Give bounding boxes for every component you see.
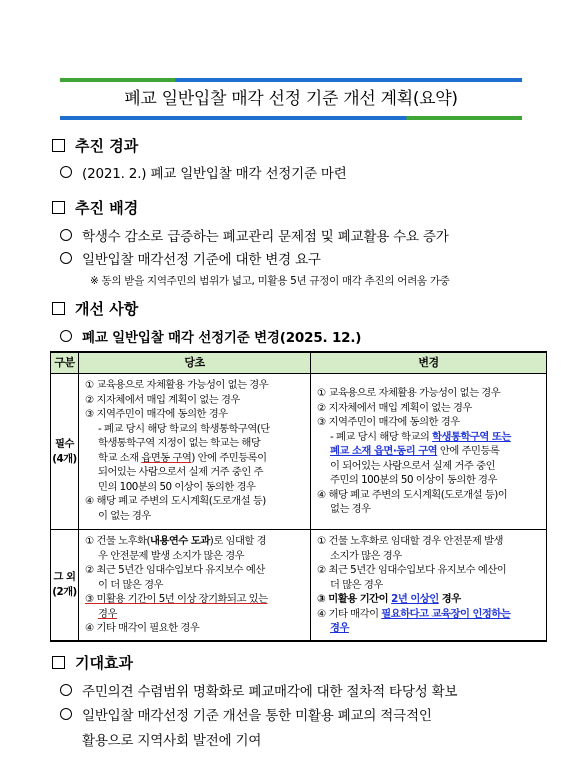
circle-bullet-icon bbox=[60, 166, 72, 178]
progress-item: (2021. 2.) 폐교 일반입찰 매각 선정기준 마련 bbox=[60, 164, 347, 184]
criteria-comparison-table bbox=[50, 351, 547, 642]
section-heading-expected-effects: 기대효과 bbox=[52, 653, 133, 673]
square-bullet-icon bbox=[52, 139, 65, 152]
background-item-1: 학생수 감소로 급증하는 폐교관리 문제점 및 폐교활용 수요 증가 bbox=[60, 227, 449, 247]
effect-item-1: 주민의견 수렴범위 명확화로 폐교매각에 대한 절차적 타당성 확보 bbox=[60, 682, 457, 702]
section-heading-progress: 추진 경과 bbox=[52, 136, 138, 156]
required-before-cell: ① 교육용으로 자체활용 가능성이 없는 경우 ② 지자체에서 매입 계획이 없는 경우 ③ 지역주민이 매각에 동의한 경우 - 폐교 당시 해당 학교의 학생통학구역(단 학생통학구역 지정이 없는 학교는 해당 학교 소재 읍면동 구역) 안에 주민등록이 되어있는 사람으로서 실제 거주 중인 주 민의 100분의 50 이상이 동의한 경우 ④ 해당 폐교 주변의 도시계획(도로개설 등) 이 없는 경우 bbox=[79, 374, 311, 530]
header-category: 구분 bbox=[51, 352, 79, 374]
required-after-cell: ① 교육용으로 자체활용 가능성이 없는 경우 ② 지자체에서 매입 계획이 없는 경우 ③ 지역주민이 매각에 동의한 경우 - 폐교 당시 해당 학교의 학생통학구역 또는 폐교 소재 읍면·동리 구역 안에 주민등록 이 되어있는 사람으로서 실제 거주 중인 주민의 100분의 50 이상이 동의한 경우 ④ 해당 폐교 주변의 도시계획(도로개설 등)이 없는 경우 bbox=[311, 374, 547, 530]
square-bullet-icon bbox=[52, 656, 65, 669]
background-note: ※ 동의 받을 지역주민의 범위가 넓고, 미활용 5년 규정이 매각 추진의 어려움 가중 bbox=[90, 275, 450, 287]
header-after: 변경 bbox=[311, 352, 547, 374]
circle-bullet-icon bbox=[60, 708, 72, 720]
table-header-row bbox=[51, 352, 547, 374]
table-row-required bbox=[51, 374, 547, 530]
circle-bullet-icon bbox=[60, 252, 72, 264]
row-label-required: 필수 (4개) bbox=[51, 374, 79, 530]
header-before: 당초 bbox=[79, 352, 311, 374]
others-before-cell: ① 건물 노후화(내용연수 도과)로 임대할 경 우 안전문제 발생 소지가 많은 경우 ② 최근 5년간 임대수입보다 유지보수 예산 이 더 많은 경우 ③ 미활용 기간이 5년 이상 장기화되고 있는 경우 ④ 기타 매각이 필요한 경우 bbox=[79, 530, 311, 641]
circle-bullet-icon bbox=[60, 684, 72, 696]
section-heading-improvements: 개선 사항 bbox=[52, 299, 138, 319]
improvement-subheading: 폐교 일반입찰 매각 선정기준 변경(2025. 12.) bbox=[60, 328, 361, 348]
circle-bullet-icon bbox=[60, 330, 72, 342]
effect-item-2-cont: 활용으로 지역사회 발전에 기여 bbox=[82, 733, 262, 749]
circle-bullet-icon bbox=[60, 229, 72, 241]
square-bullet-icon bbox=[52, 201, 65, 214]
background-item-2: 일반입찰 매각선정 기준에 대한 변경 요구 bbox=[60, 250, 321, 270]
title-bottom-bar bbox=[60, 116, 522, 120]
section-heading-background: 추진 배경 bbox=[52, 198, 138, 218]
others-after-cell: ① 건물 노후화로 임대할 경우 안전문제 발생 소지가 많은 경우 ② 최근 5년간 임대수입보다 유지보수 예산이 더 많은 경우 ③ 미활용 기간이 2년 이상인 경우 ④ 기타 매각이 필요하다고 교육장이 인정하는 경우 bbox=[311, 530, 547, 641]
square-bullet-icon bbox=[52, 302, 65, 315]
title-block bbox=[60, 78, 522, 120]
effect-item-2: 일반입찰 매각선정 기준 개선을 통한 미활용 폐교의 적극적인 bbox=[60, 706, 432, 726]
table-row-others bbox=[51, 530, 547, 641]
page-title: 폐교 일반입찰 매각 선정 기준 개선 계획(요약) bbox=[124, 89, 458, 109]
row-label-others: 그 외 (2개) bbox=[51, 530, 79, 641]
